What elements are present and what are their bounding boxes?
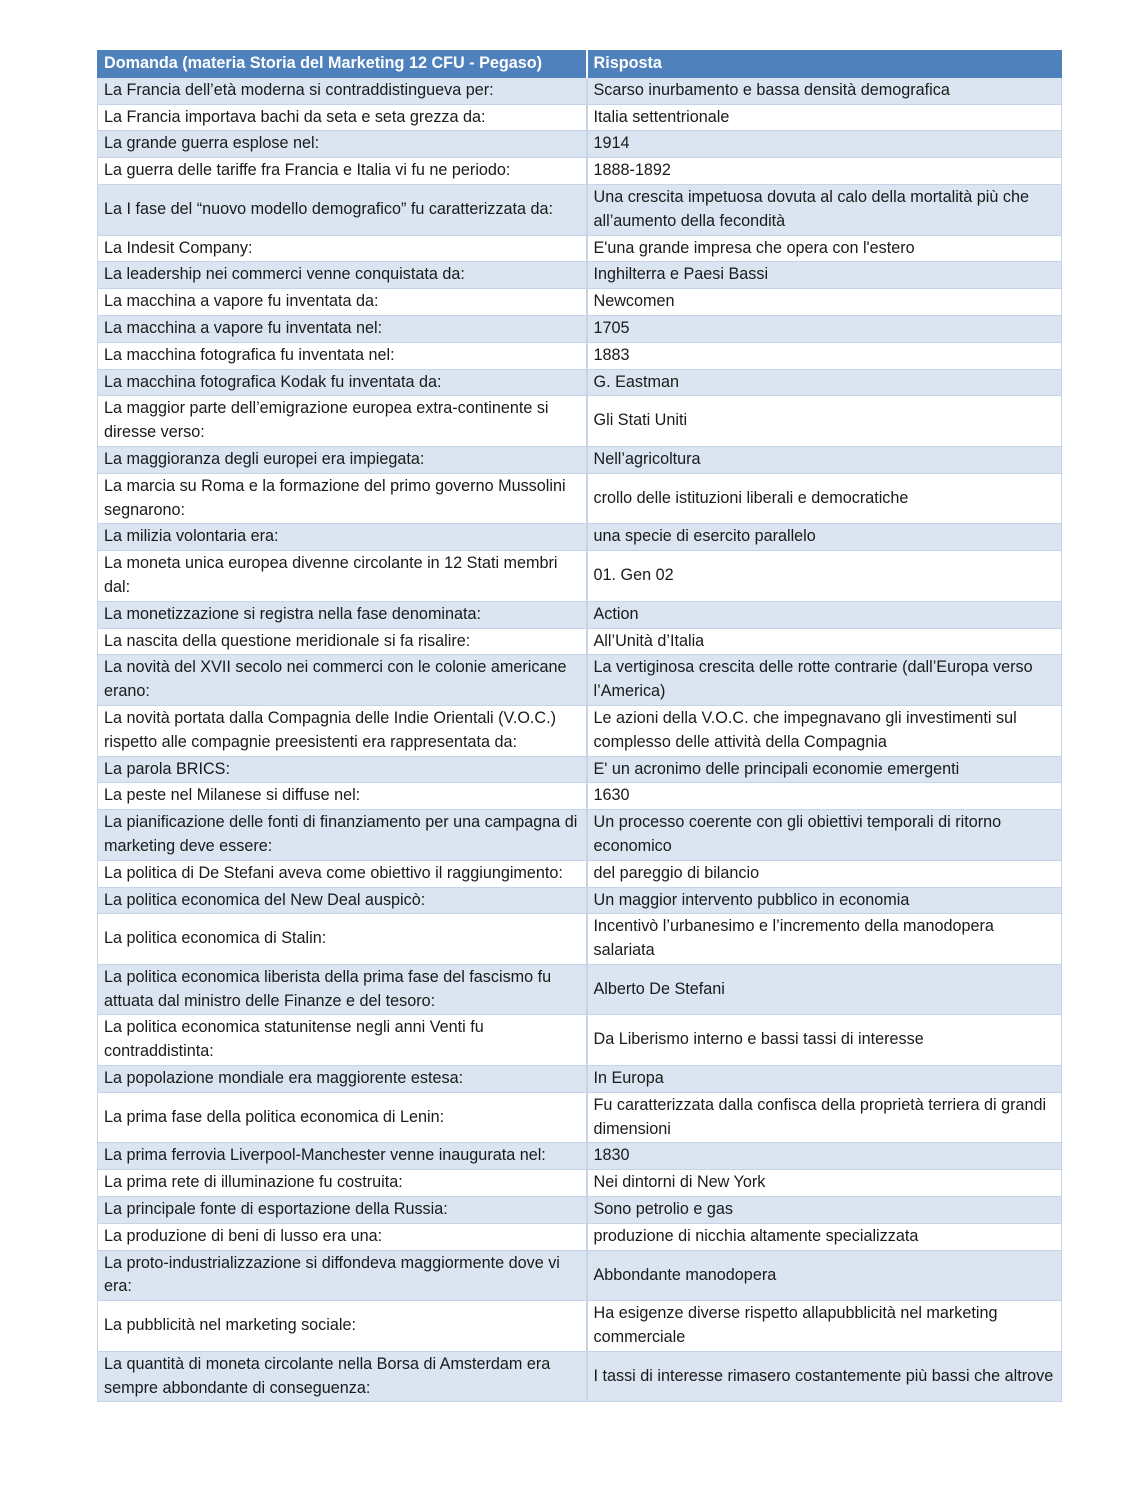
answer-cell: 1830 — [587, 1143, 1062, 1170]
answer-cell: Nei dintorni di New York — [587, 1170, 1062, 1197]
question-cell: La grande guerra esplose nel: — [98, 131, 587, 158]
answer-cell: Sono petrolio e gas — [587, 1197, 1062, 1224]
question-cell: La macchina fotografica Kodak fu inventata da: — [98, 369, 587, 396]
answer-cell: I tassi di interesse rimasero costantemente più bassi che altrove — [587, 1351, 1062, 1402]
question-cell: La politica economica statunitense negli anni Venti fu contraddistinta: — [98, 1015, 587, 1066]
answer-cell: Un maggior intervento pubblico in economia — [587, 887, 1062, 914]
table-row — [98, 235, 1062, 262]
question-cell: La marcia su Roma e la formazione del primo governo Mussolini segnarono: — [98, 473, 587, 524]
answer-cell: produzione di nicchia altamente specializzata — [587, 1223, 1062, 1250]
table-row — [98, 396, 1062, 447]
table-row — [98, 1351, 1062, 1402]
table-row — [98, 131, 1062, 158]
question-cell: La pubblicità nel marketing sociale: — [98, 1301, 587, 1352]
table-row — [98, 810, 1062, 861]
answer-cell: Un processo coerente con gli obiettivi temporali di ritorno economico — [587, 810, 1062, 861]
answer-cell: del pareggio di bilancio — [587, 860, 1062, 887]
answer-cell: Le azioni della V.O.C. che impegnavano gli investimenti sul complesso delle attività della Compagnia — [587, 705, 1062, 756]
table-row — [98, 860, 1062, 887]
table-row — [98, 914, 1062, 965]
question-cell: La principale fonte di esportazione della Russia: — [98, 1197, 587, 1224]
table-row — [98, 1066, 1062, 1093]
table-header-row — [98, 51, 1062, 78]
answer-cell: 1914 — [587, 131, 1062, 158]
table-row — [98, 1170, 1062, 1197]
answer-cell: Action — [587, 601, 1062, 628]
answer-cell: 1888-1892 — [587, 158, 1062, 185]
answer-cell: Newcomen — [587, 289, 1062, 316]
table-row — [98, 524, 1062, 551]
question-cell: La macchina a vapore fu inventata da: — [98, 289, 587, 316]
answer-cell: una specie di esercito parallelo — [587, 524, 1062, 551]
question-cell: La novità del XVII secolo nei commerci con le colonie americane erano: — [98, 655, 587, 706]
table-row — [98, 262, 1062, 289]
table-row — [98, 655, 1062, 706]
question-cell: La monetizzazione si registra nella fase denominata: — [98, 601, 587, 628]
question-cell: La prima rete di illuminazione fu costruita: — [98, 1170, 587, 1197]
answer-cell: crollo delle istituzioni liberali e democratiche — [587, 473, 1062, 524]
table-row — [98, 473, 1062, 524]
answer-cell: La vertiginosa crescita delle rotte contrarie (dall’Europa verso l’America) — [587, 655, 1062, 706]
table-row — [98, 77, 1062, 104]
table-row — [98, 628, 1062, 655]
question-cell: La proto-industrializzazione si diffondeva maggiormente dove vi era: — [98, 1250, 587, 1301]
answer-cell: Alberto De Stefani — [587, 964, 1062, 1015]
question-cell: La popolazione mondiale era maggiorente estesa: — [98, 1066, 587, 1093]
question-cell: La prima ferrovia Liverpool-Manchester venne inaugurata nel: — [98, 1143, 587, 1170]
answer-cell: Gli Stati Uniti — [587, 396, 1062, 447]
table-row — [98, 756, 1062, 783]
question-cell: La leadership nei commerci venne conquistata da: — [98, 262, 587, 289]
table-row — [98, 1015, 1062, 1066]
table-row — [98, 446, 1062, 473]
question-cell: La pianificazione delle fonti di finanziamento per una campagna di marketing deve essere: — [98, 810, 587, 861]
table-row — [98, 1092, 1062, 1143]
question-cell: La Francia importava bachi da seta e seta grezza da: — [98, 104, 587, 131]
question-cell: La peste nel Milanese si diffuse nel: — [98, 783, 587, 810]
table-row — [98, 964, 1062, 1015]
answer-cell: Abbondante manodopera — [587, 1250, 1062, 1301]
question-cell: La produzione di beni di lusso era una: — [98, 1223, 587, 1250]
answer-cell: In Europa — [587, 1066, 1062, 1093]
answer-cell: Ha esigenze diverse rispetto allapubblicità nel marketing commerciale — [587, 1301, 1062, 1352]
question-cell: La moneta unica europea divenne circolante in 12 Stati membri dal: — [98, 551, 587, 602]
question-cell: La guerra delle tariffe fra Francia e Italia vi fu ne periodo: — [98, 158, 587, 185]
table-row — [98, 601, 1062, 628]
question-cell: La politica di De Stefani aveva come obiettivo il raggiungimento: — [98, 860, 587, 887]
question-cell: La maggior parte dell’emigrazione europea extra-continente si diresse verso: — [98, 396, 587, 447]
answer-cell: E' un acronimo delle principali economie emergenti — [587, 756, 1062, 783]
answer-cell: Inghilterra e Paesi Bassi — [587, 262, 1062, 289]
answer-cell: Scarso inurbamento e bassa densità demografica — [587, 77, 1062, 104]
table-row — [98, 1250, 1062, 1301]
question-cell: La I fase del “nuovo modello demografico” fu caratterizzata da: — [98, 184, 587, 235]
table-row — [98, 1223, 1062, 1250]
answer-cell: E'una grande impresa che opera con l'estero — [587, 235, 1062, 262]
question-cell: La quantità di moneta circolante nella Borsa di Amsterdam era sempre abbondante di conseguenza: — [98, 1351, 587, 1402]
answer-cell: Italia settentrionale — [587, 104, 1062, 131]
header-domanda: Domanda (materia Storia del Marketing 12 CFU - Pegaso) — [98, 51, 587, 78]
question-cell: La Indesit Company: — [98, 235, 587, 262]
table-row — [98, 887, 1062, 914]
question-cell: La prima fase della politica economica di Lenin: — [98, 1092, 587, 1143]
table-row — [98, 104, 1062, 131]
table-row — [98, 1197, 1062, 1224]
qa-table — [97, 50, 1062, 1402]
answer-cell: All’Unità d’Italia — [587, 628, 1062, 655]
question-cell: La milizia volontaria era: — [98, 524, 587, 551]
table-row — [98, 315, 1062, 342]
question-cell: La macchina fotografica fu inventata nel: — [98, 342, 587, 369]
table-row — [98, 184, 1062, 235]
table-row — [98, 289, 1062, 316]
answer-cell: Una crescita impetuosa dovuta al calo della mortalità più che all’aumento della fecondità — [587, 184, 1062, 235]
answer-cell: 1705 — [587, 315, 1062, 342]
table-row — [98, 342, 1062, 369]
question-cell: La politica economica di Stalin: — [98, 914, 587, 965]
answer-cell: Fu caratterizzata dalla confisca della proprietà terriera di grandi dimensioni — [587, 1092, 1062, 1143]
question-cell: La novità portata dalla Compagnia delle Indie Orientali (V.O.C.) rispetto alle compagnie preesistenti era rappresentata da: — [98, 705, 587, 756]
answer-cell: Da Liberismo interno e bassi tassi di interesse — [587, 1015, 1062, 1066]
answer-cell: Nell’agricoltura — [587, 446, 1062, 473]
table-body — [98, 77, 1062, 1402]
question-cell: La macchina a vapore fu inventata nel: — [98, 315, 587, 342]
header-risposta: Risposta — [587, 51, 1062, 78]
table-row — [98, 158, 1062, 185]
question-cell: La Francia dell’età moderna si contraddistingueva per: — [98, 77, 587, 104]
answer-cell: 1630 — [587, 783, 1062, 810]
table-row — [98, 369, 1062, 396]
answer-cell: 01. Gen 02 — [587, 551, 1062, 602]
table-row — [98, 783, 1062, 810]
question-cell: La nascita della questione meridionale si fa risalire: — [98, 628, 587, 655]
table-row — [98, 1143, 1062, 1170]
table-row — [98, 1301, 1062, 1352]
table-row — [98, 705, 1062, 756]
question-cell: La parola BRICS: — [98, 756, 587, 783]
answer-cell: 1883 — [587, 342, 1062, 369]
table-row — [98, 551, 1062, 602]
question-cell: La maggioranza degli europei era impiegata: — [98, 446, 587, 473]
answer-cell: G. Eastman — [587, 369, 1062, 396]
question-cell: La politica economica liberista della prima fase del fascismo fu attuata dal ministro delle Finanze e del tesoro: — [98, 964, 587, 1015]
answer-cell: Incentivò l’urbanesimo e l’incremento della manodopera salariata — [587, 914, 1062, 965]
question-cell: La politica economica del New Deal auspicò: — [98, 887, 587, 914]
